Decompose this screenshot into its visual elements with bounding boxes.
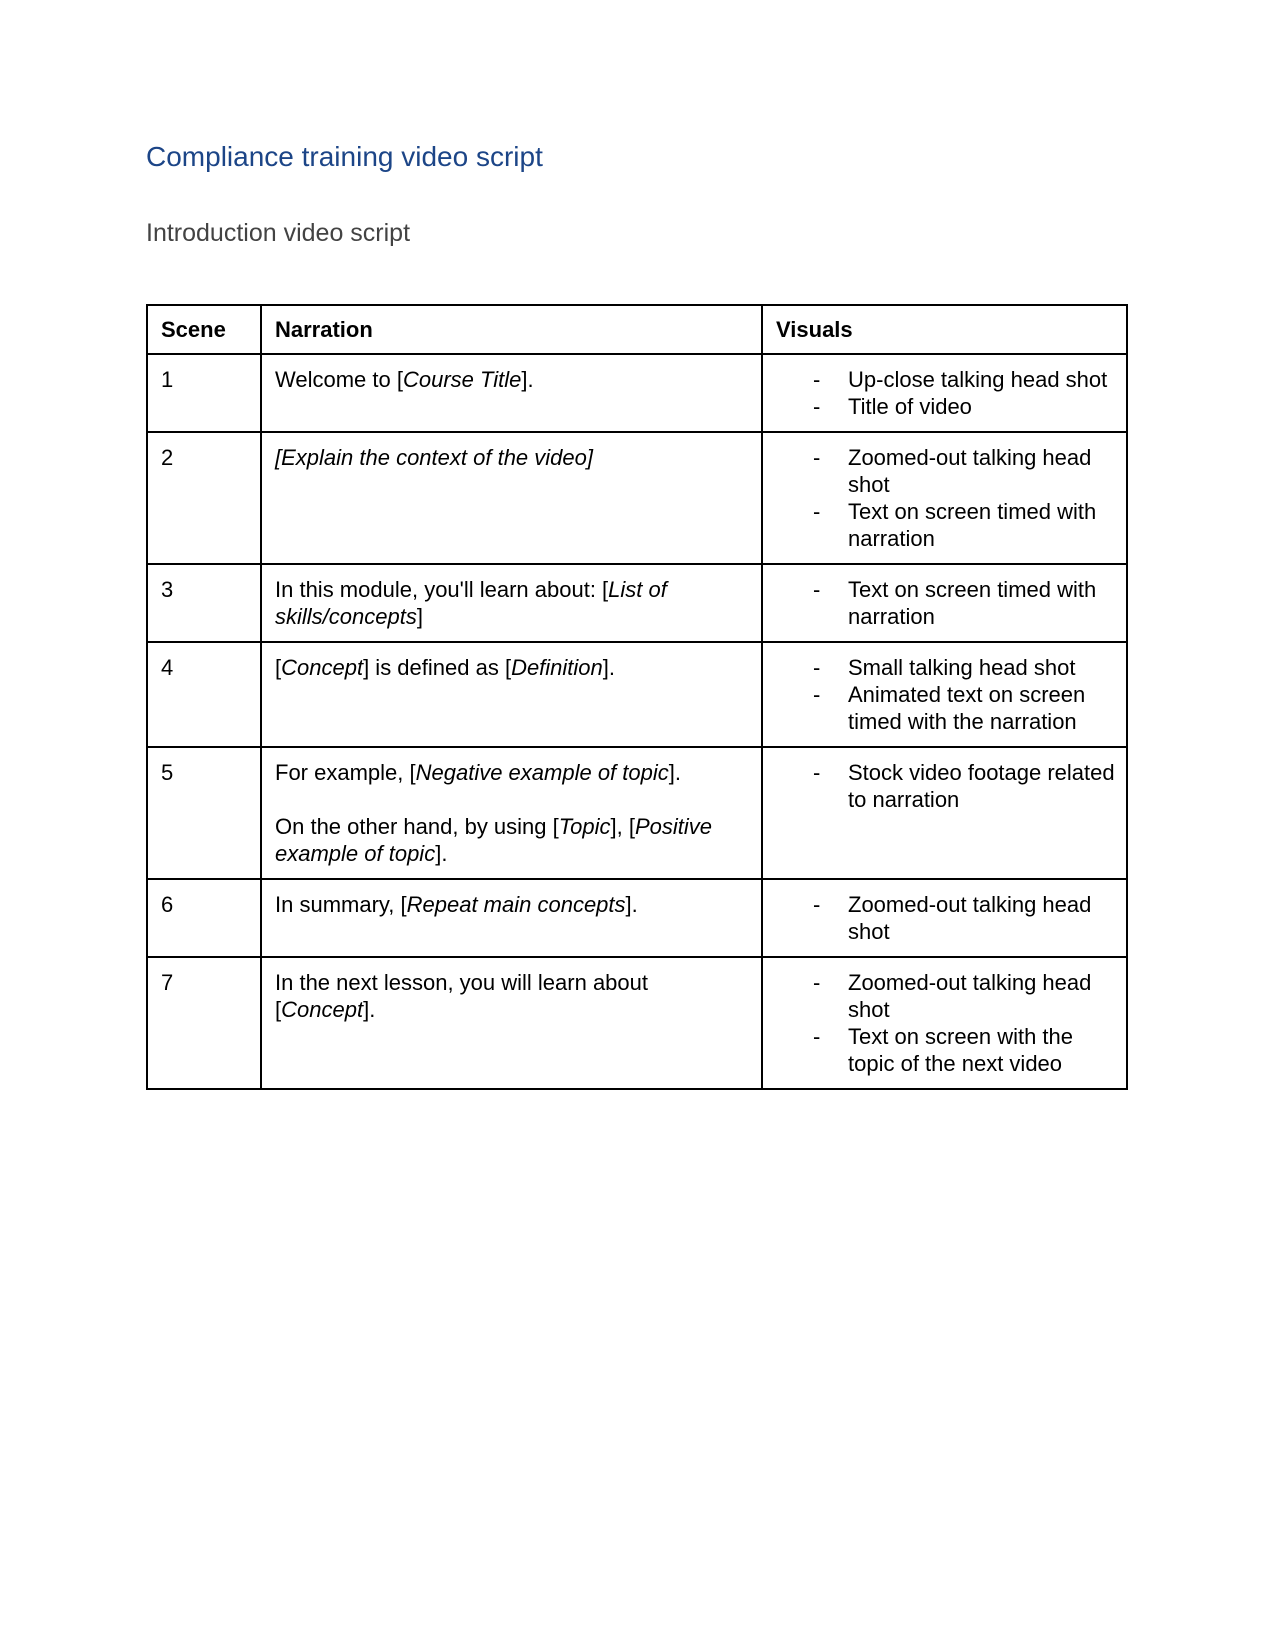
table-row [147, 432, 1127, 564]
document-title: Compliance training video script [146, 141, 543, 172]
column-header-visuals: Visuals [762, 305, 1127, 354]
visual-item: - Zoomed-out talking head shot [763, 444, 1122, 498]
visuals-list [763, 366, 1122, 420]
placeholder-text: Definition [511, 655, 603, 680]
scene-cell: 2 [147, 432, 261, 564]
narration-text: ]. [363, 997, 376, 1022]
narration-text: ] [416, 604, 423, 629]
narration-text: ]. [668, 760, 681, 785]
narration-text: In the next lesson, you will learn about [ [275, 970, 649, 1022]
column-header-scene: Scene [147, 305, 261, 354]
narration-cell [261, 642, 762, 747]
scene-cell: 5 [147, 747, 261, 879]
narration-cell [261, 354, 762, 432]
visuals-list [763, 576, 1122, 630]
narration-cell [261, 879, 762, 957]
table-row [147, 879, 1127, 957]
visual-item: - Stock video footage related to narration [763, 759, 1122, 813]
narration-paragraph [275, 654, 745, 681]
narration-paragraph [275, 444, 745, 471]
narration-text: In summary, [ [275, 892, 407, 917]
visuals-cell [762, 432, 1127, 564]
placeholder-text: Course Title [402, 367, 522, 392]
visuals-list [763, 759, 1122, 813]
table-row [147, 642, 1127, 747]
document-subtitle: Introduction video script [146, 219, 411, 247]
placeholder-text: Negative example of topic [415, 760, 669, 785]
placeholder-text: Positive example of topic [275, 814, 713, 866]
narration-text: ]. [435, 841, 448, 866]
visual-item: - Animated text on screen timed with the narration [763, 681, 1122, 735]
table-row [147, 747, 1127, 879]
scene-cell: 1 [147, 354, 261, 432]
visuals-cell [762, 354, 1127, 432]
narration-cell [261, 747, 762, 879]
narration-text: For example, [ [275, 760, 416, 785]
narration-paragraph [275, 891, 745, 918]
placeholder-text: [Explain the context of the video] [275, 445, 593, 470]
visual-item: - Zoomed-out talking head shot [763, 969, 1122, 1023]
visual-item: - Small talking head shot [763, 654, 1122, 681]
visual-item: - Zoomed-out talking head shot [763, 891, 1122, 945]
narration-cell [261, 564, 762, 642]
column-header-narration: Narration [261, 305, 762, 354]
table-row [147, 354, 1127, 432]
narration-paragraph [275, 813, 745, 867]
narration-text: ], [ [610, 814, 635, 839]
visuals-list [763, 891, 1122, 945]
placeholder-text: Concept [281, 655, 364, 680]
placeholder-text: List of skills/concepts [275, 577, 667, 629]
narration-text: ] is defined as [ [363, 655, 512, 680]
visual-item: - Text on screen with the topic of the next video [763, 1023, 1122, 1077]
visual-item: - Text on screen timed with narration [763, 498, 1122, 552]
narration-paragraph [275, 759, 745, 786]
visual-item: - Up-close talking head shot [763, 366, 1122, 393]
visuals-cell [762, 747, 1127, 879]
narration-paragraph [275, 366, 745, 393]
scene-cell: 4 [147, 642, 261, 747]
visuals-cell [762, 642, 1127, 747]
table-row [147, 957, 1127, 1089]
visual-item: - Text on screen timed with narration [763, 576, 1122, 630]
placeholder-text: Concept [281, 997, 364, 1022]
placeholder-text: Topic [558, 814, 611, 839]
visuals-list [763, 969, 1122, 1077]
narration-text: ]. [521, 367, 534, 392]
narration-text: [ [275, 655, 282, 680]
visuals-list [763, 444, 1122, 552]
visuals-list [763, 654, 1122, 735]
visual-item: - Title of video [763, 393, 1122, 420]
narration-text: On the other hand, by using [ [275, 814, 559, 839]
narration-paragraph [275, 576, 745, 630]
narration-text: ]. [625, 892, 638, 917]
visuals-cell [762, 957, 1127, 1089]
script-table [146, 304, 1128, 1090]
scene-cell: 3 [147, 564, 261, 642]
visuals-cell [762, 564, 1127, 642]
narration-paragraph [275, 969, 745, 1023]
narration-text: ]. [602, 655, 616, 680]
scene-cell: 6 [147, 879, 261, 957]
narration-cell [261, 957, 762, 1089]
script-table-body [147, 354, 1127, 1089]
scene-cell: 7 [147, 957, 261, 1089]
script-table-header [147, 305, 1127, 354]
visuals-cell [762, 879, 1127, 957]
table-row [147, 564, 1127, 642]
narration-text: In this module, you'll learn about: [ [275, 577, 609, 602]
placeholder-text: Repeat main concepts [406, 892, 626, 917]
header-row [147, 305, 1127, 354]
narration-cell [261, 432, 762, 564]
narration-text: Welcome to [ [275, 367, 403, 392]
